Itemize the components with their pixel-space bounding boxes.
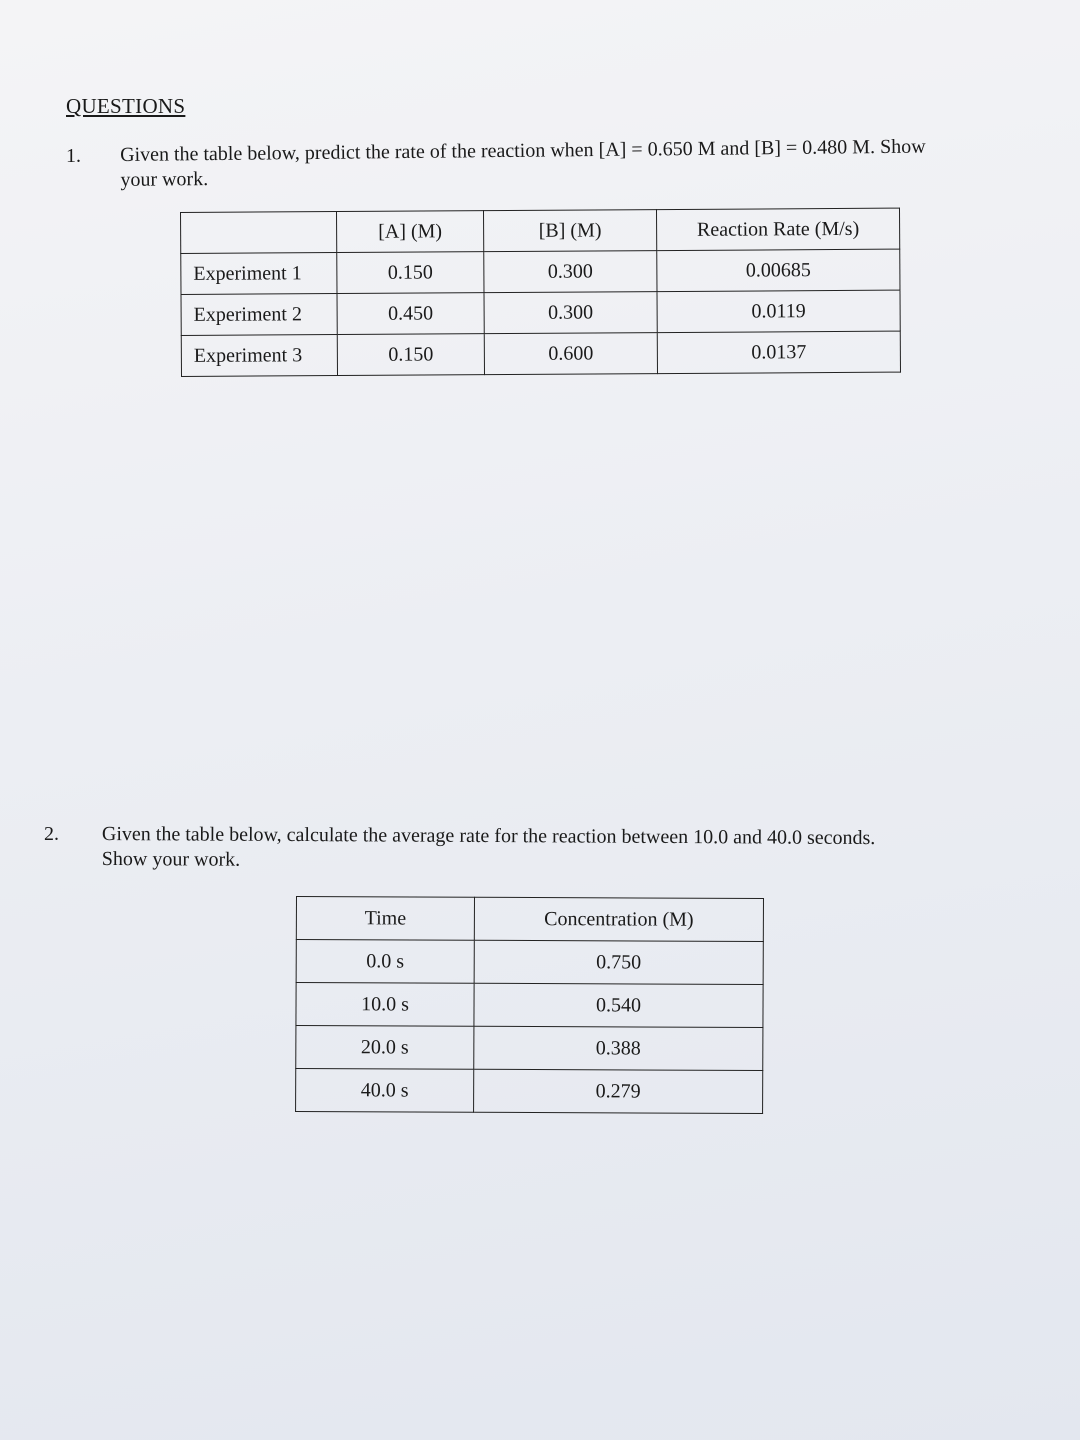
table-cell: 0.0 s (296, 940, 474, 984)
concentration-time-table (295, 896, 764, 1114)
table-header-row (181, 208, 900, 253)
table-row (296, 983, 763, 1028)
table-cell: Experiment 2 (181, 294, 337, 336)
question-2-number: 2. (44, 823, 59, 845)
question-2-text (102, 822, 1032, 877)
table-cell: 20.0 s (296, 1026, 474, 1070)
question-2-line-1: Given the table below, calculate the average rate for the reaction between 10.0 and 40.0 seconds. (101, 823, 876, 850)
table-row (296, 940, 763, 985)
table-header-cell: [A] (M) (337, 211, 484, 253)
question-1-line-1: Given the table below, predict the rate of the reaction when [A] = 0.650 M and [B] = 0.480 M. Show (120, 135, 926, 166)
table-header-cell (181, 212, 337, 254)
table-cell: 0.150 (337, 334, 484, 376)
table-cell: 0.00685 (657, 249, 900, 291)
table-header-cell: Concentration (M) (474, 897, 763, 941)
table-cell: 0.750 (474, 940, 763, 984)
reaction-rate-table (180, 208, 901, 377)
question-1-text (120, 133, 1030, 193)
question-2-line-2: Show your work. (101, 847, 241, 871)
table-cell: 40.0 s (296, 1069, 474, 1113)
question-1-line-2: your work. (120, 168, 209, 191)
question-1-number: 1. (66, 145, 81, 167)
table-cell: 0.600 (484, 333, 657, 375)
table-cell: 0.388 (474, 1026, 763, 1070)
table-cell: 0.450 (337, 293, 484, 335)
table-cell: Experiment 1 (181, 253, 337, 295)
table-header-cell: [B] (M) (483, 210, 656, 252)
table-cell: 10.0 s (296, 983, 474, 1027)
table-cell: 0.0137 (657, 331, 900, 373)
questions-heading: QUESTIONS (66, 94, 186, 118)
table-header-cell: Time (296, 897, 474, 941)
table-cell: 0.540 (474, 983, 763, 1027)
table-header-cell: Reaction Rate (M/s) (656, 208, 899, 250)
table-cell: 0.279 (474, 1069, 763, 1113)
table-header-row (296, 897, 763, 942)
table-row (296, 1026, 763, 1071)
table-row (296, 1069, 763, 1114)
table-row (181, 290, 900, 335)
table-cell: Experiment 3 (181, 335, 337, 377)
table-cell: 0.300 (484, 251, 657, 293)
table-cell: 0.150 (337, 252, 484, 294)
table-row (181, 249, 900, 294)
table-cell: 0.0119 (657, 290, 900, 332)
table-row (181, 331, 900, 376)
table-cell: 0.300 (484, 292, 657, 334)
